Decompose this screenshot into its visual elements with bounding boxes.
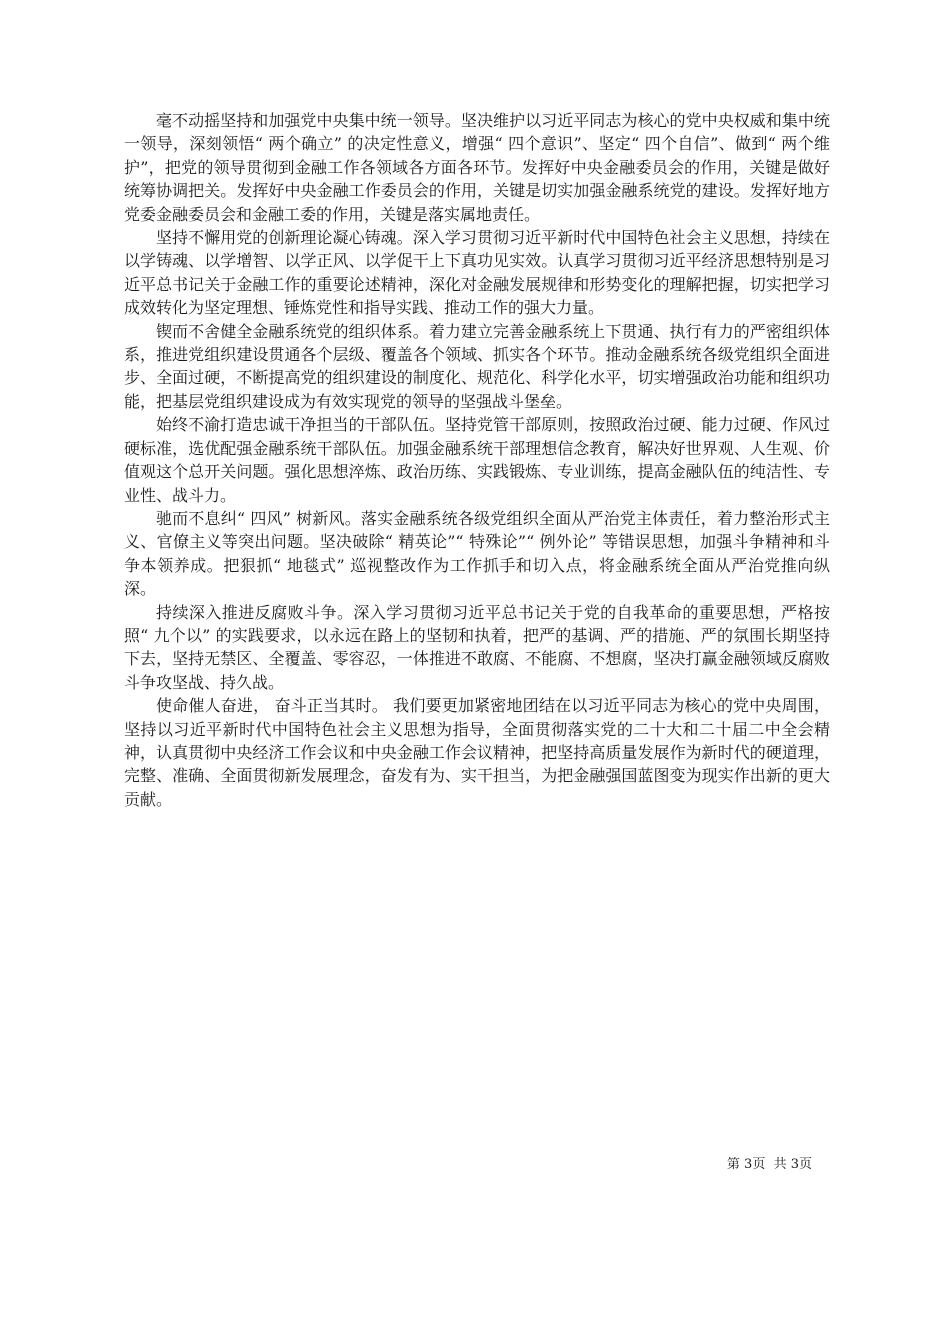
page-number-footer: 第 3页 共 3页 [726,1157,812,1172]
paragraph-cadre-team: 始终不渝打造忠诚干净担当的干部队伍。坚持党管干部原则，按照政治过硬、能力过硬、作风过硬标准，选优配强金融系统干部队伍。加强金融系统干部理想信念教育，解决好世界观、人生观、价值观这个总开关问题。强化思想淬炼、政治历练、实践锻炼、专业训练，提高金融队伍的纯洁性、专业性、战斗力。 [124,415,830,505]
paragraph-party-leadership: 毫不动摇坚持和加强党中央集中统一领导。坚决维护以习近平同志为核心的党中央权威和集中统一领导，深刻领悟“ 两个确立” 的决定性意义，增强“ 四个意识”、坚定“ 四个自信”、做到“ 两个维护”，把党的领导贯彻到金融工作各领域各方面各环节。发挥好中央金融委员会的作用，关键是做好统筹协调把关。发挥好中央金融工作委员会的作用，关键是切实加强金融系统党的建设。发挥好地方党委金融委员会和金融工委的作用，关键是落实属地责任。 [124,111,830,224]
paragraph-anti-corruption: 持续深入推进反腐败斗争。深入学习贯彻习近平总书记关于党的自我革命的重要思想，严格按照“ 九个以” 的实践要求，以永远在路上的坚韧和执着，把严的基调、严的措施、严的氛围长期坚持下去，坚持无禁区、全覆盖、零容忍，一体推进不敢腐、不能腐、不想腐，坚决打赢金融领域反腐败斗争攻坚战、持久战。 [124,602,830,692]
paragraph-conclusion: 使命催人奋进， 奋斗正当其时。 我们要更加紧密地团结在以习近平同志为核心的党中央周围，坚持以习近平新时代中国特色社会主义思想为指导，全面贯彻落实党的二十大和二十届二中全会精神，认真贯彻中央经济工作会议和中央金融工作会议精神，把坚持高质量发展作为新时代的硬道理，完整、准确、全面贯彻新发展理念，奋发有为、实干担当，为把金融强国蓝图变为现实作出新的更大贡献。 [124,696,830,809]
paragraph-innovation-theory: 坚持不懈用党的创新理论凝心铸魂。深入学习贯彻习近平新时代中国特色社会主义思想，持续在以学铸魂、以学增智、以学正风、以学促干上下真功见实效。认真学习贯彻习近平经济思想特别是习近平总书记关于金融工作的重要论述精神，深化对金融发展规律和形势变化的理解把握，切实把学习成效转化为坚定理想、锤炼党性和指导实践、推动工作的强大力量。 [124,228,830,318]
document-body [124,109,830,811]
paragraph-organization-system: 锲而不舍健全金融系统党的组织体系。着力建立完善金融系统上下贯通、执行有力的严密组织体系，推进党组织建设贯通各个层级、覆盖各个领域、抓实各个环节。推动金融系统各级党组织全面进步、全面过硬，不断提高党的组织建设的制度化、规范化、科学化水平，切实增强政治功能和组织功能，把基层党组织建设成为有效实现党的领导的坚强战斗堡垒。 [124,321,830,411]
paragraph-four-styles: 驰而不息纠“ 四风” 树新风。落实金融系统各级党组织全面从严治党主体责任，着力整治形式主义、官僚主义等突出问题。坚决破除“ 精英论”“ 特殊论”“ 例外论” 等错误思想，加强斗争精神和斗争本领养成。把狠抓“ 地毯式” 巡视整改作为工作抓手和切入点，将金融系统全面从严治党推向纵深。 [124,508,830,599]
